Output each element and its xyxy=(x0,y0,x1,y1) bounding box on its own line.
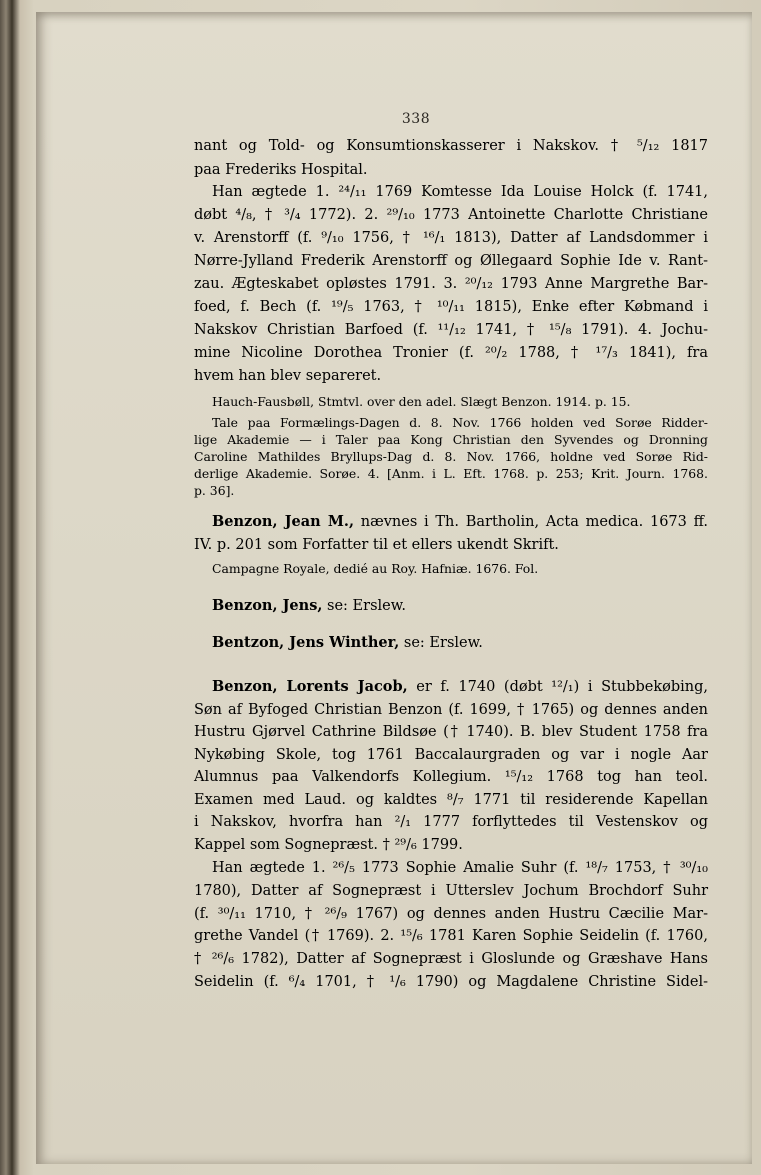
text-line: † ²⁶/₆ 1782), Datter af Sognepræst i Gloslunde og Græshave Hans xyxy=(194,951,708,967)
source-line: lige Akademie — i Taler paa Kong Christian den Syvendes og Dronning xyxy=(194,432,708,447)
text-line: Han ægtede 1. ²⁴/₁₁ 1769 Komtesse Ida Louise Holck (f. 1741, xyxy=(212,184,708,200)
text-line: Benzon, Jens, se: Erslew. xyxy=(212,597,407,614)
text-line: Benzon, Lorents Jacob, er f. 1740 (døbt ¹²/₁) i Stubbekøbing, xyxy=(212,678,708,695)
text-line: Kappel som Sognepræst. † ²⁹/₆ 1799. xyxy=(194,837,463,853)
text-line: grethe Vandel († 1769). 2. ¹⁵/₆ 1781 Karen Sophie Seidelin (f. 1760, xyxy=(194,928,708,944)
text-line: hvem han blev separeret. xyxy=(194,368,382,384)
text-line: Bentzon, Jens Winther, se: Erslew. xyxy=(212,634,483,651)
entry-name: Benzon, Lorents Jacob, xyxy=(212,678,408,695)
page-number: 338 xyxy=(401,111,431,127)
text-line: Nykøbing Skole, tog 1761 Baccalaurgraden og var i nogle Aar xyxy=(194,747,708,763)
source-line: Hauch-Fausbøll, Stmtvl. over den adel. Slægt Benzon. 1914. p. 15. xyxy=(212,394,631,409)
text-line: zau. Ægteskabet opløstes 1791. 3. ²⁰/₁₂ 1793 Anne Margrethe Bar- xyxy=(194,276,708,292)
text-line: Søn af Byfoged Christian Benzon (f. 1699, † 1765) og dennes anden xyxy=(194,702,708,718)
text-line: i Nakskov, hvorfra han ²/₁ 1777 forflyttedes til Vestenskov og xyxy=(194,814,708,830)
source-line: Caroline Mathildes Bryllups-Dag d. 8. Nov. 1766, holdne ved Sorøe Rid- xyxy=(194,449,708,464)
text-line: (f. ³⁰/₁₁ 1710, † ²⁶/₉ 1767) og dennes anden Hustru Cæcilie Mar- xyxy=(194,906,708,922)
entry-name: Bentzon, Jens Winther, xyxy=(212,634,400,651)
source-line: Campagne Royale, dedié au Roy. Hafniæ. 1676. Fol. xyxy=(212,561,539,576)
text-line: døbt ⁴/₈, † ³/₄ 1772). 2. ²⁹/₁₀ 1773 Antoinette Charlotte Christiane xyxy=(194,207,708,223)
text-line: Nørre-Jylland Frederik Arenstorff og Øllegaard Sophie Ide v. Rant- xyxy=(194,253,708,269)
text-line: mine Nicoline Dorothea Tronier (f. ²⁰/₂ 1788, † ¹⁷/₃ 1841), fra xyxy=(194,345,708,361)
text-line: Benzon, Jean M., nævnes i Th. Bartholin, Acta medica. 1673 ff. xyxy=(212,513,708,530)
text-line: Nakskov Christian Barfoed (f. ¹¹/₁₂ 1741, † ¹⁵/₈ 1791). 4. Jochu- xyxy=(194,322,708,338)
entry-name: Benzon, Jens, xyxy=(212,597,323,614)
entry-name: Benzon, Jean M., xyxy=(212,513,355,530)
text-line: Alumnus paa Valkendorfs Kollegium. ¹⁵/₁₂ 1768 tog han teol. xyxy=(194,769,708,785)
text-line: Seidelin (f. ⁶/₄ 1701, † ¹/₆ 1790) og Magdalene Christine Sidel- xyxy=(194,974,708,990)
source-line: Tale paa Formælings-Dagen d. 8. Nov. 1766 holden ved Sorøe Ridder- xyxy=(212,415,708,430)
text-line: foed, f. Bech (f. ¹⁹/₅ 1763, † ¹⁰/₁₁ 1815), Enke efter Købmand i xyxy=(194,299,708,315)
text-line: Hustru Gjørvel Cathrine Bildsøe († 1740). B. blev Student 1758 fra xyxy=(194,724,708,740)
source-line: derlige Akademie. Sorøe. 4. [Anm. i L. Eft. 1768. p. 253; Krit. Journ. 1768. xyxy=(194,466,708,481)
text-line: nant og Told- og Konsumtionskasserer i Nakskov. † ⁵/₁₂ 1817 xyxy=(194,138,708,154)
text-line: IV. p. 201 som Forfatter til et ellers ukendt Skrift. xyxy=(194,537,559,553)
text-line: 1780), Datter af Sognepræst i Utterslev Jochum Brochdorf Suhr xyxy=(194,883,708,899)
source-line: p. 36]. xyxy=(194,483,235,498)
text-line: Han ægtede 1. ²⁶/₅ 1773 Sophie Amalie Suhr (f. ¹⁸/₇ 1753, † ³⁰/₁₀ xyxy=(212,860,708,876)
text-line: v. Arenstorff (f. ⁹/₁₀ 1756, † ¹⁶/₁ 1813), Datter af Landsdommer i xyxy=(194,230,708,246)
text-line: Examen med Laud. og kaldtes ⁸/₇ 1771 til residerende Kapellan xyxy=(194,792,708,808)
text-line: paa Frederiks Hospital. xyxy=(194,162,368,178)
